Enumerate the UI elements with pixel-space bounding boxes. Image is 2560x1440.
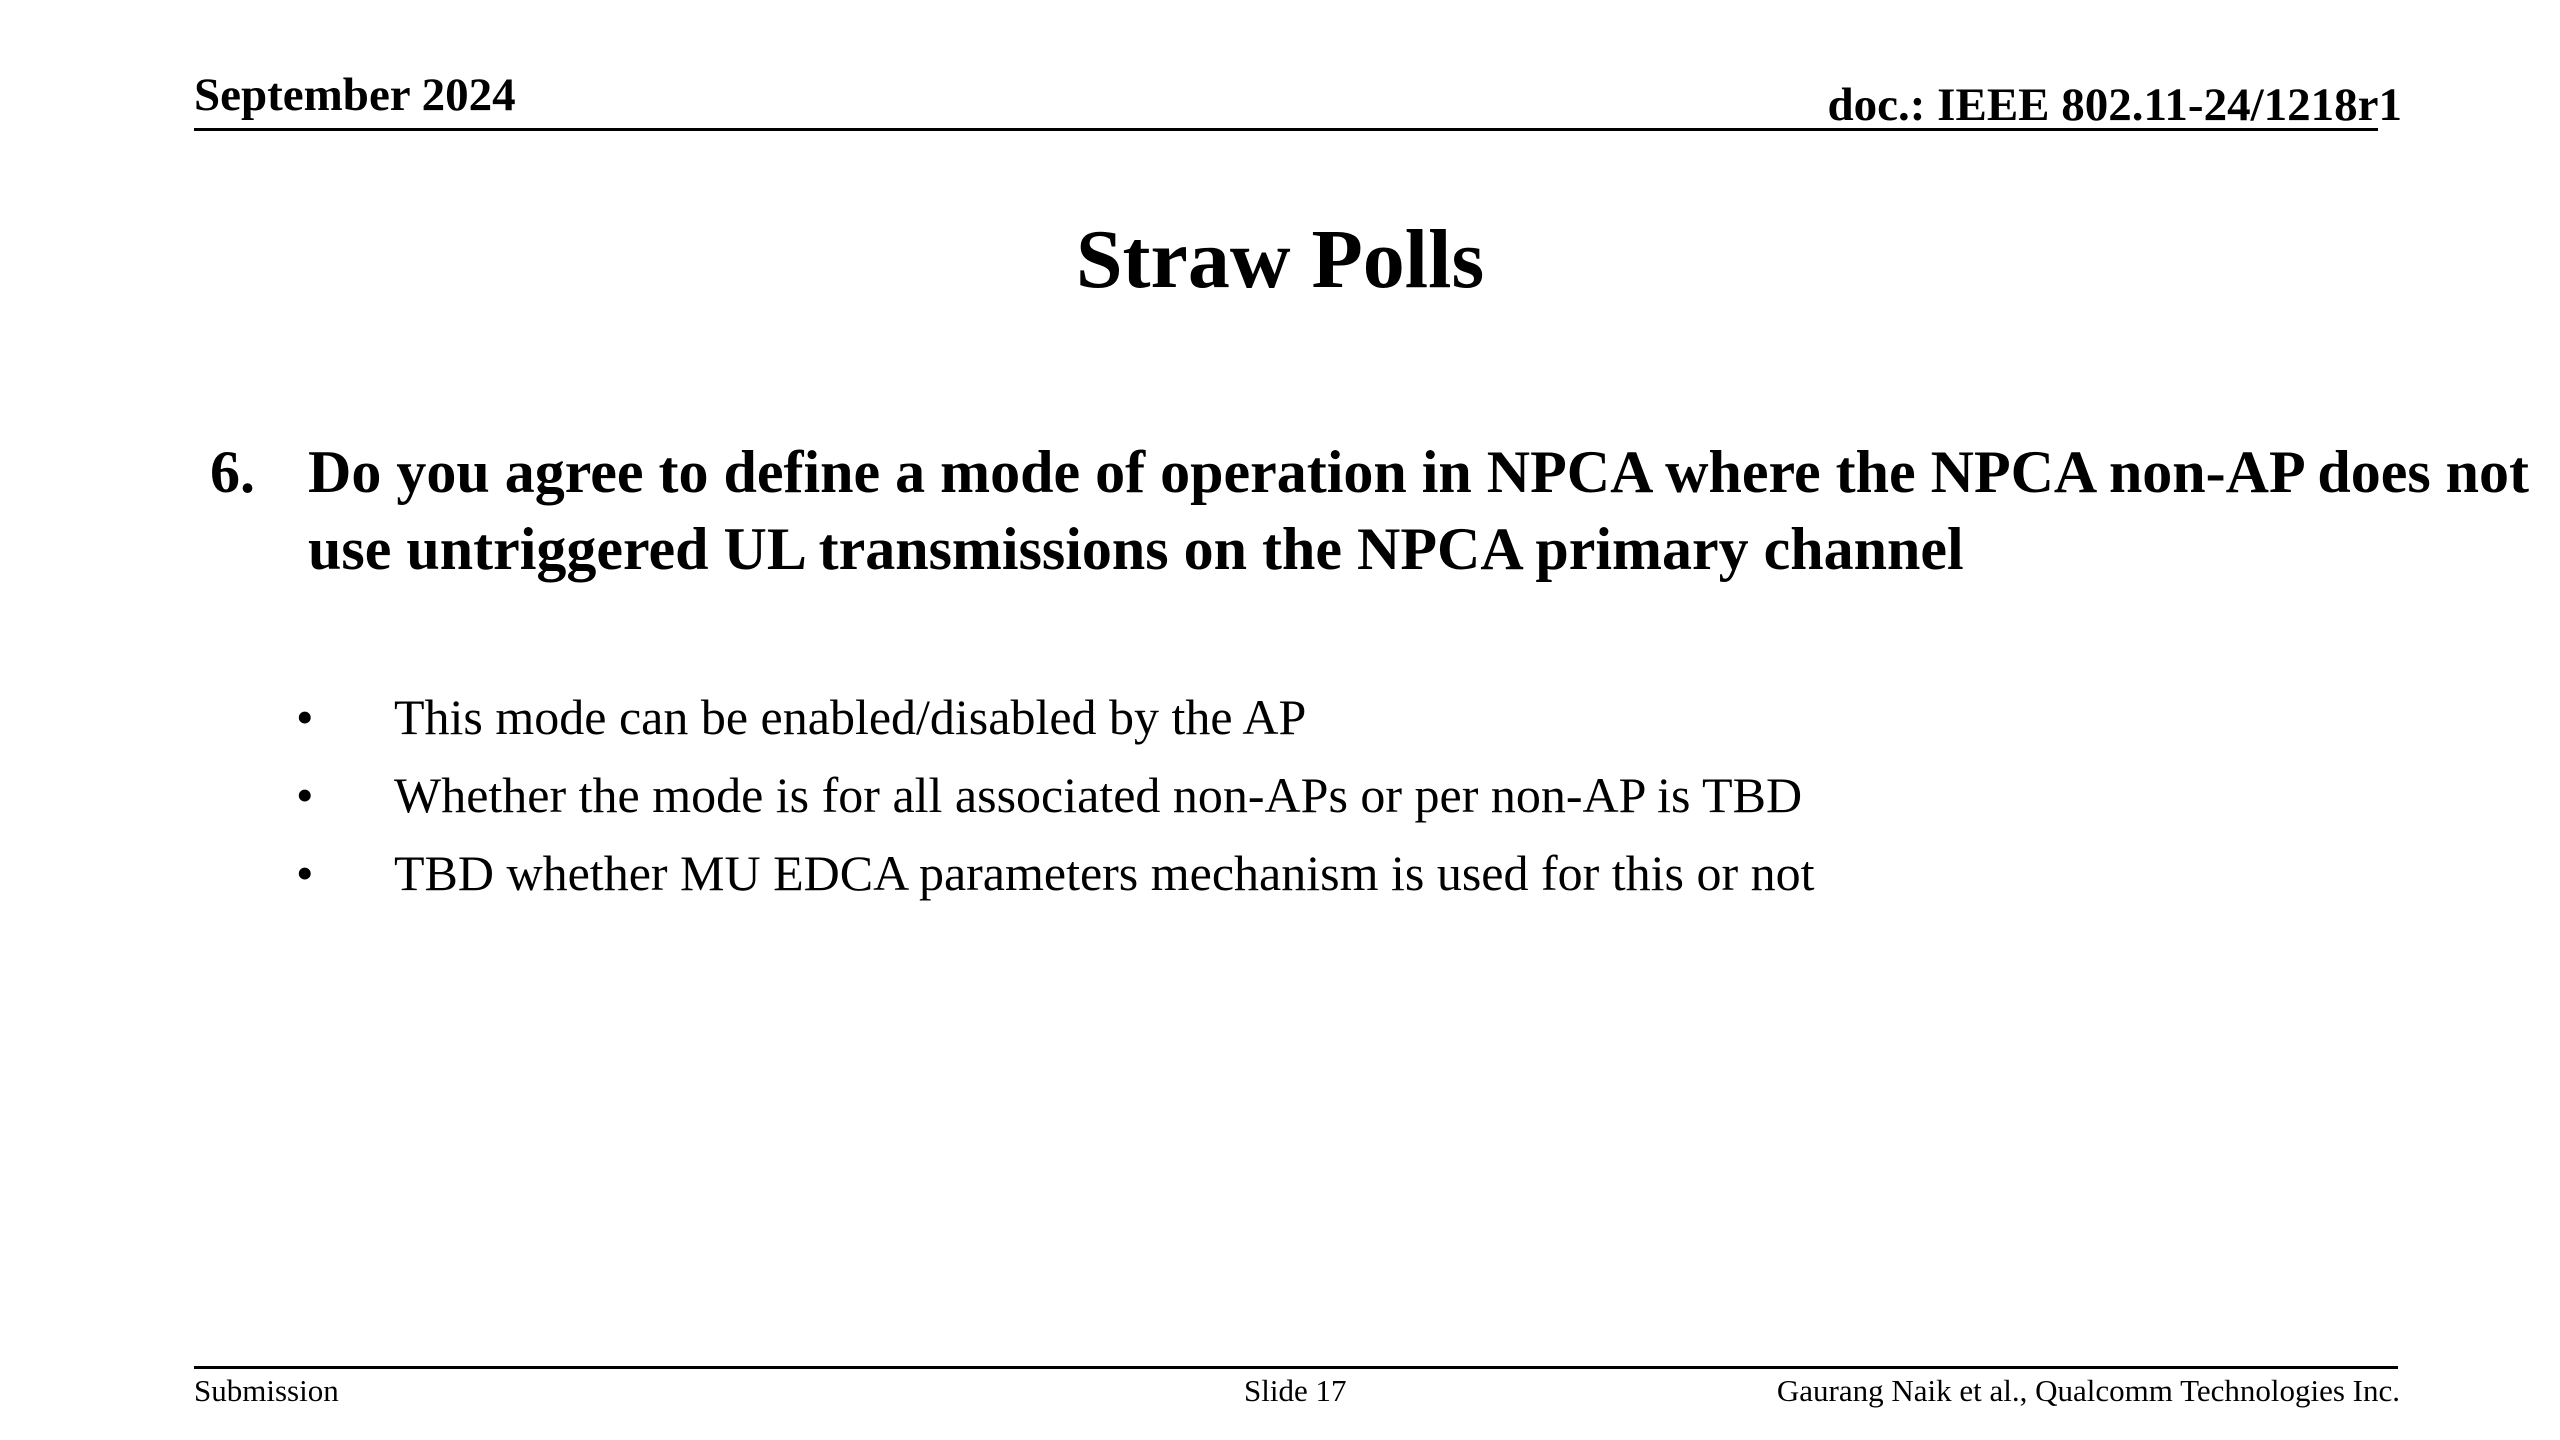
footer-authors: Gaurang Naik et al., Qualcomm Technologies Inc. [1776, 1373, 2400, 1408]
bullet-list [296, 678, 2396, 912]
slide-title: Straw Polls [1075, 213, 1485, 306]
footer-divider [194, 1366, 2398, 1369]
question-number: 6. [210, 439, 255, 505]
list-item [296, 834, 2396, 912]
bullet-icon: • [296, 767, 314, 823]
header-date: September 2024 [194, 69, 516, 121]
footer-submission: Submission [194, 1373, 339, 1408]
header-doc-id: doc.: IEEE 802.11-24/1218r1 [1827, 79, 2402, 131]
bullet-text: This mode can be enabled/disabled by the AP [394, 689, 1307, 745]
bullet-text: TBD whether MU EDCA parameters mechanism is used for this or not [394, 845, 1815, 901]
list-item [296, 756, 2396, 834]
list-item [296, 678, 2396, 756]
question-text: Do you agree to define a mode of operation in NPCA where the NPCA non-AP does not use untriggered UL transmissions on the NPCA primary channel [308, 439, 2530, 582]
footer-slide-number: Slide 17 [1244, 1373, 1347, 1408]
bullet-text: Whether the mode is for all associated non-APs or per non-AP is TBD [394, 767, 1803, 823]
header-divider [194, 128, 2378, 131]
bullet-icon: • [296, 845, 314, 901]
bullet-icon: • [296, 689, 314, 745]
